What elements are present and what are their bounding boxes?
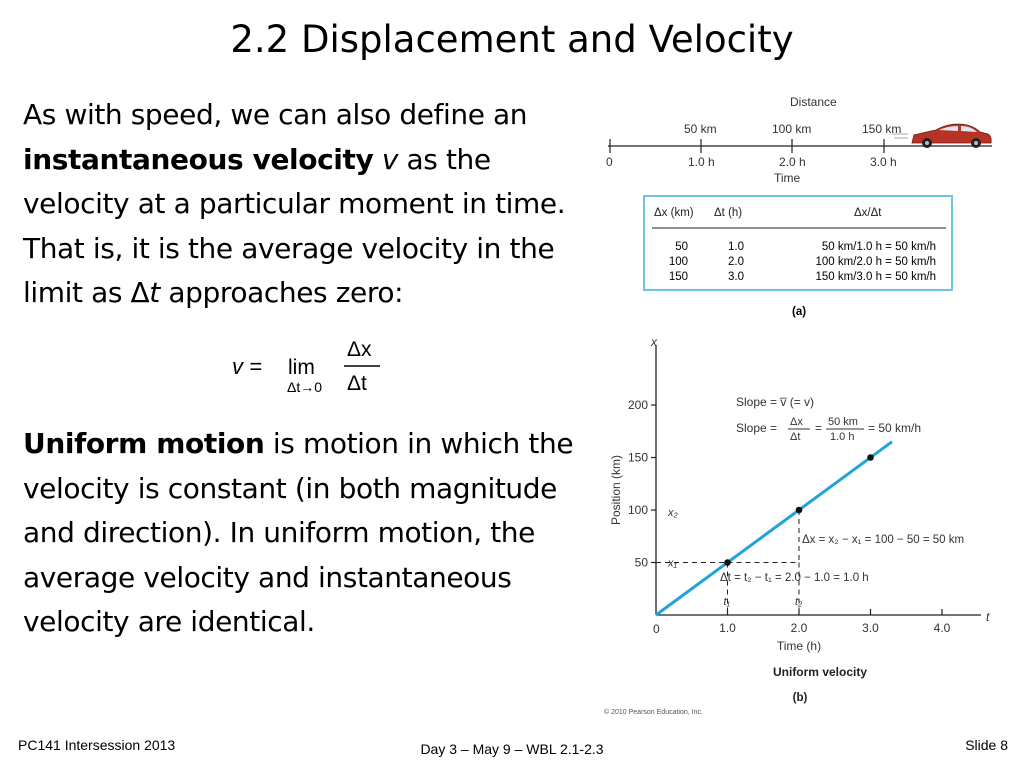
formula-lim-sub: Δt→0: [287, 379, 323, 395]
p1-space: [373, 143, 382, 176]
table-cell: 150 km/3.0 h = 50 km/h: [815, 271, 936, 283]
distance-label: Distance: [790, 95, 837, 109]
slope-equation-2-lhs: Slope =: [736, 421, 778, 435]
caption-a: (a): [792, 306, 807, 318]
table-cell: 100: [668, 256, 688, 268]
position-time-graph: [604, 335, 990, 716]
y-tick-label: 50: [634, 555, 648, 570]
copyright-notice: © 2010 Pearson Education, Inc.: [604, 709, 703, 716]
slope-frac2-num: 50 km: [828, 416, 858, 428]
y-tick-label: 100: [627, 503, 648, 517]
slope-frac2-den: 1.0 h: [830, 431, 855, 443]
x-tick-label: 3.0: [862, 621, 879, 635]
p1-text-3: approaches zero:: [159, 276, 404, 310]
distance-tick-150: 150 km: [862, 122, 902, 136]
x1-label: x₁: [668, 557, 677, 570]
table-header-dx: Δx (km): [654, 207, 694, 219]
y-axis-letter: x: [651, 335, 657, 349]
term-instantaneous-velocity: instantaneous velocity: [23, 142, 374, 176]
figure-uniform-velocity: [596, 90, 1016, 720]
y-axis-title: Position (km): [609, 454, 623, 526]
data-point: [724, 559, 731, 566]
distance-tick-50: 50 km: [684, 122, 717, 136]
y-tick-label: 150: [627, 450, 648, 465]
distance-tick-100: 100 km: [772, 122, 812, 136]
paragraph-instantaneous-velocity: [23, 93, 583, 316]
p2-text: is motion in which the velocity is constant (in both magnitude and direction). In uniform motion, the average velocity and instantaneous velocity are identical.: [23, 427, 574, 639]
slope-result: = 50 km/h: [868, 421, 922, 435]
table-cell: 1.0: [728, 241, 744, 253]
formula-numerator: Δx: [347, 338, 372, 361]
footer-slide-number: Slide 8: [965, 737, 1008, 753]
formula-denominator: Δt: [347, 372, 367, 395]
slope-frac1-num: Δx: [790, 416, 803, 428]
table-cell: 100 km/2.0 h = 50 km/h: [815, 256, 936, 268]
table-header-dt: Δt (h): [714, 207, 743, 219]
velocity-limit-formula: [232, 332, 392, 402]
time-tick-1: 1.0 h: [688, 155, 715, 169]
t2-label: t₂: [795, 596, 803, 608]
x-tick-label: 2.0: [790, 621, 808, 635]
table-cell: 50 km/1.0 h = 50 km/h: [821, 241, 936, 253]
slide-title: 2.2 Displacement and Velocity: [230, 18, 794, 61]
y-tick-label: 200: [627, 398, 648, 412]
paragraph-uniform-motion: [23, 422, 583, 645]
table-cell: 3.0: [728, 271, 744, 283]
x2-label: x₂: [668, 507, 678, 519]
x-axis-letter: t: [986, 610, 990, 624]
x-tick-label: 4.0: [933, 621, 951, 635]
symbol-t: t: [149, 276, 160, 310]
formula-lim: lim: [288, 356, 315, 379]
x-tick-label: 1.0: [719, 621, 736, 635]
t1-label: t₁: [723, 596, 731, 608]
caption-b: (b): [792, 692, 808, 704]
data-point: [867, 454, 874, 461]
p1-text-1: As with speed, we can also define an: [23, 98, 528, 131]
car-icon: [892, 124, 991, 148]
uniform-velocity-line: [656, 442, 892, 615]
delta-x-annotation: Δx = x₂ − x₁ = 100 − 50 = 50 km: [802, 534, 965, 546]
table-cell: 50: [675, 241, 688, 253]
time-tick-2: 2.0 h: [779, 155, 806, 169]
slope-equals: =: [815, 421, 823, 435]
term-uniform-motion: Uniform motion: [23, 427, 265, 460]
footer-date: Day 3 – May 9 – WBL 2.1-2.3: [420, 741, 604, 757]
p1-text-2: as the velocity at a particular moment in time. That is, it is the average velocity in the limit as Δ: [23, 142, 566, 310]
data-point: [796, 507, 803, 514]
formula-lhs: v =: [232, 354, 262, 379]
time-tick-0: 0: [606, 155, 613, 169]
slope-equation-1: Slope = v̅ (= v): [736, 395, 815, 409]
symbol-v: v: [381, 142, 398, 176]
slope-frac1-den: Δt: [790, 431, 801, 443]
figure-b-subtitle: Uniform velocity: [772, 665, 868, 679]
origin-label: 0: [653, 622, 660, 636]
x-axis-title: Time (h): [776, 639, 822, 653]
time-label: Time: [774, 171, 801, 185]
table-cell: 150: [668, 271, 688, 283]
table-cell: 2.0: [728, 256, 744, 268]
time-tick-3: 3.0 h: [870, 155, 897, 169]
footer-course: PC141 Intersession 2013: [18, 737, 176, 753]
table-header-ratio: Δx/Δt: [854, 207, 882, 219]
delta-t-annotation: Δt = t₂ − t₁ = 2.0 − 1.0 = 1.0 h: [720, 572, 869, 584]
